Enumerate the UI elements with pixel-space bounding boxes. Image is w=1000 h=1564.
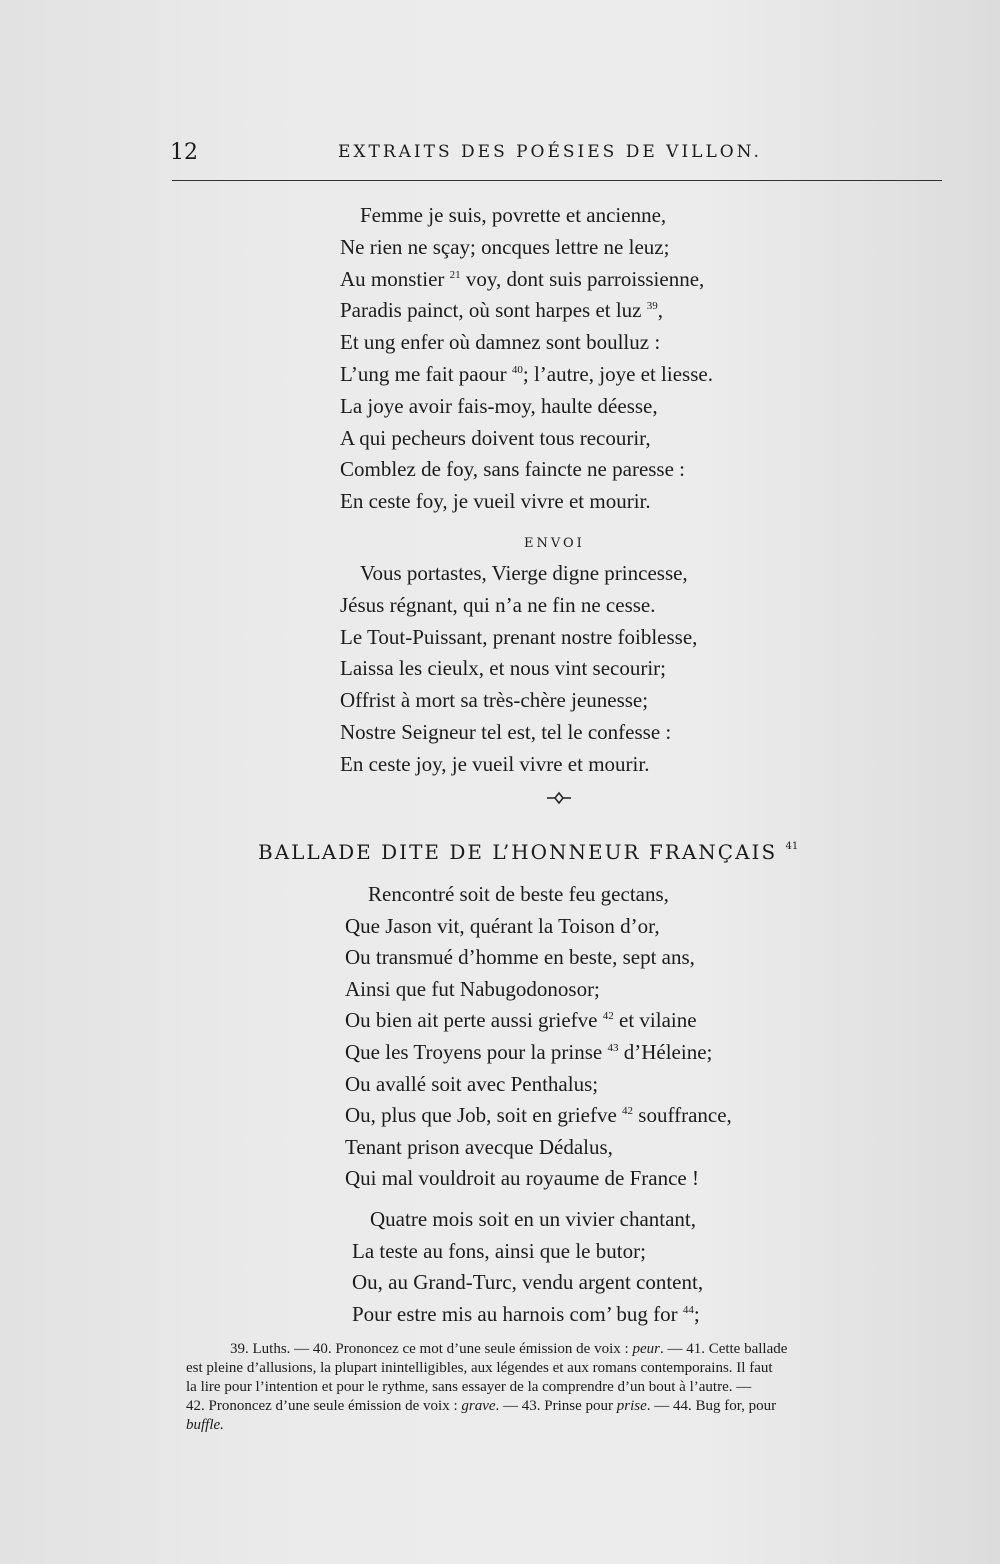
verse-line: Que les Troyens pour la prinse $^{43}$ d’Héleine; xyxy=(345,1040,713,1064)
verse-line: La joye avoir fais-moy, haulte déesse, xyxy=(340,393,658,418)
verse-line: Nostre Seigneur tel est, tel le confesse : xyxy=(340,720,672,744)
note-marker: 42 xyxy=(622,1105,634,1118)
verse-line: Femme je suis, povrette et ancienne, xyxy=(360,203,667,227)
verse-line: Ainsi que fut Nabugodonosor; xyxy=(345,976,600,1001)
ballad-title-note: 41 xyxy=(785,841,799,852)
footnote-line xyxy=(186,1397,956,1416)
verse-line: L’ung me fait paour $^{40}$; l’autre, joye et liesse. xyxy=(340,362,713,386)
verse-line: En ceste joy, je vueil vivre et mourir. xyxy=(340,751,650,776)
footnotes xyxy=(186,1340,956,1435)
running-title: EXTRAITS DES POÉSIES DE VILLON. xyxy=(338,142,762,162)
footnote-italic: peur xyxy=(632,1341,660,1357)
page-header xyxy=(170,138,942,174)
footnote-italic: grave xyxy=(461,1398,496,1414)
verse-line: Jésus régnant, qui n’a ne fin ne cesse. xyxy=(340,592,656,617)
verse-line: Au monstier $^{21}$ voy, dont suis parroissienne, xyxy=(340,266,705,291)
verse-line: Ou bien ait perte aussi griefve $^{42}$ et vilaine xyxy=(345,1008,697,1033)
note-marker: 42 xyxy=(602,1010,614,1023)
verse-line: Laissa les cieulx, et nous vint secourir; xyxy=(340,656,667,681)
footnote-line xyxy=(186,1340,956,1359)
ballad-title xyxy=(258,840,798,864)
verse-line: A qui pecheurs doivent tous recourir, xyxy=(340,425,651,450)
verse-line: Quatre mois soit en un vivier chantant, xyxy=(370,1207,697,1231)
verse-line: Paradis painct, où sont harpes et luz $^{39}$, xyxy=(340,298,664,323)
note-marker: 40 xyxy=(511,364,523,376)
verse-line: Comblez de foy, sans faincte ne paresse : xyxy=(340,457,686,482)
verse-line: La teste au fons, ainsi que le butor; xyxy=(352,1238,646,1263)
note-marker: 21 xyxy=(449,268,461,281)
note-marker: 44 xyxy=(682,1303,694,1316)
footnote-text: . — 44. Bug for, pour xyxy=(646,1398,777,1414)
footnote-text: 39. Luths. — 40. Prononcez ce mot d’une seule émission de voix : xyxy=(230,1341,633,1357)
verse-line: Que Jason vit, quérant la Toison d’or, xyxy=(345,913,660,938)
ballad-title-text: BALLADE DITE DE L’HONNEUR FRANÇAIS xyxy=(258,840,778,864)
footnote-italic: buffle. xyxy=(186,1417,224,1433)
verse-line: Qui mal vouldroit au royaume de France ! xyxy=(345,1166,699,1191)
note-marker: 43 xyxy=(607,1042,619,1054)
verse-line: Ou, au Grand-Turc, vendu argent content, xyxy=(352,1270,704,1295)
footnote-line: la lire pour l’intention et pour le rythme, sans essayer de la comprendre d’un bout à l’autre. — xyxy=(186,1379,752,1395)
verse-line: Le Tout-Puissant, prenant nostre foiblesse, xyxy=(340,624,698,649)
verse-line: En ceste foy, je vueil vivre et mourir. xyxy=(340,489,651,514)
verse-line: Offrist à mort sa très-chère jeunesse; xyxy=(340,688,649,713)
verse-line: Vous portastes, Vierge digne princesse, xyxy=(360,561,688,585)
footnote-text: 42. Prononcez d’une seule émission de voix : xyxy=(186,1398,462,1414)
header-rule xyxy=(172,180,942,181)
footnote-text: . — 41. Cette ballade xyxy=(659,1341,788,1357)
verse-line: Ne rien ne sçay; oncques lettre ne leuz; xyxy=(340,234,670,259)
verse-line: Ou avallé soit avec Penthalus; xyxy=(345,1071,599,1096)
verse-line: Ou, plus que Job, soit en griefve $^{42}$ souffrance, xyxy=(345,1103,732,1128)
footnote-italic: prise xyxy=(616,1398,647,1414)
verse-line: Ou transmué d’homme en beste, sept ans, xyxy=(345,945,695,970)
page-number: 12 xyxy=(170,140,198,165)
ornament-divider-icon xyxy=(545,790,573,806)
verse-line: Tenant prison avecque Dédalus, xyxy=(345,1134,613,1159)
verse-line: Rencontré soit de beste feu gectans, xyxy=(368,882,669,906)
footnote-text: . — 43. Prinse pour xyxy=(495,1398,617,1414)
footnote-line xyxy=(186,1416,956,1435)
verse-line: Et ung enfer où damnez sont boulluz : xyxy=(340,330,661,355)
verse-line: Pour estre mis au harnois com’ bug for $^{44}$; xyxy=(352,1301,700,1326)
footnote-line: est pleine d’allusions, la plupart inintelligibles, aux légendes et aux romans contemporains. Il faut xyxy=(186,1360,773,1376)
envoi-heading: ENVOI xyxy=(524,536,585,551)
note-marker: 39 xyxy=(646,300,658,313)
